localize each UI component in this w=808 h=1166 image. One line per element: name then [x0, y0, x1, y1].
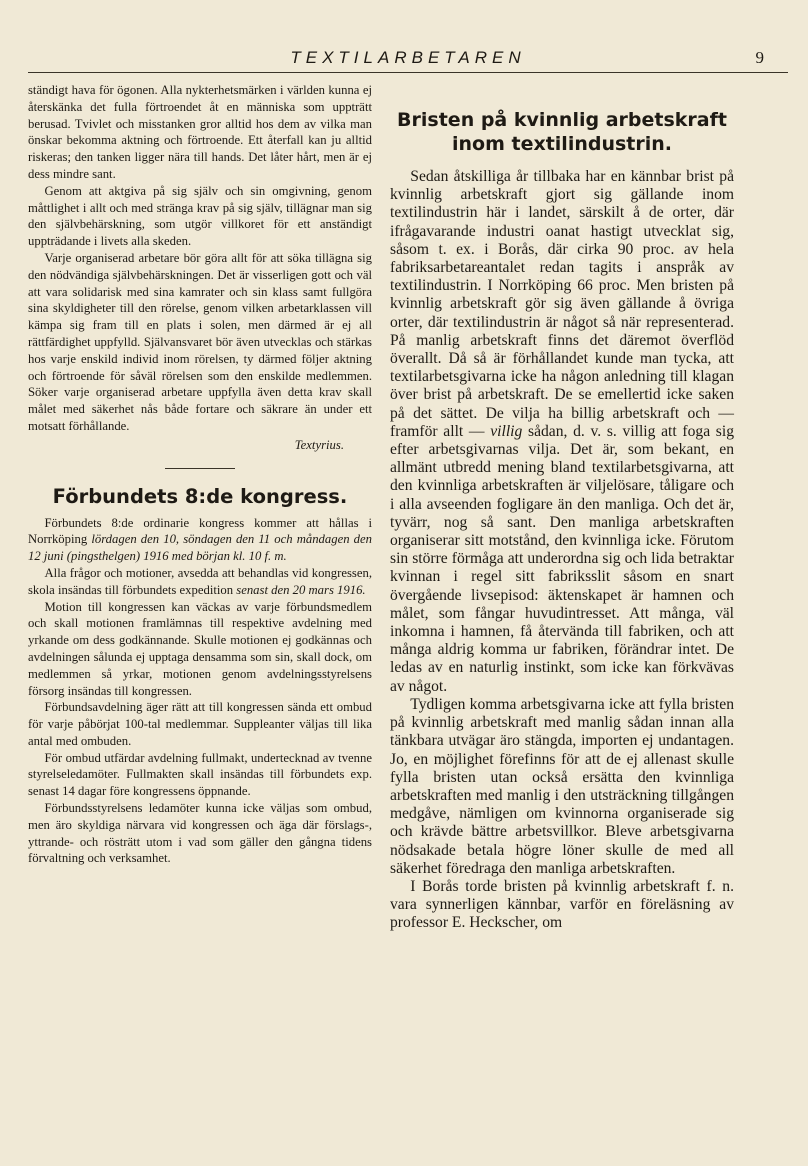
left-column [28, 82, 372, 867]
paragraph-text: sådan, d. v. s. villig att foga sig efter arbetsgivarnas vilja. Det är, som bekant, en allmänt utbredd mening bland textilarbetsgivarna, att den kvinnliga arbetskraften är viljelösare, tåligare och i alla avseenden fogligare än den manliga. Och det är, tyvärr, nog så sant. Den manliga arbetskraften organiserar sitt motstånd, den kvinnliga icke. Förutom sin större förmåga att underordna sig och lida betraktar kvinnan i regel sitt fabriksslit såsom en snart övergående livsepisod: äktenskapet är hamnen och målet, som fångar huvudintresset. Att många, väl inkomna i hamnen, få återvända till fabriken, och att många aldrig komma ur fabriken, förändrar intet. De ledas av en naturlig instinkt, som icke kan förkvävas av något. [390, 422, 735, 695]
paragraph-text: Alla frågor och motioner, avsedda att behandlas vid kongressen, skola insändas till förbundets expedition [28, 565, 372, 597]
paragraph: I Borås torde bristen på kvinnlig arbetskraft f. n. vara synnerligen kännbar, varför en föreläsning av professor E. Heckscher, om [390, 877, 734, 932]
paragraph-text: Sedan åtskilliga år tillbaka har en kännbar brist på kvinnlig arbetskraft gjort sig gällande inom textilindustrin här i landet, särskilt å de orter, där ifrågavarande industri oanat hastigt utvecklat sig, såsom t. ex. i Borås, där cirka 90 proc. av hela fabriksarbetareantalet redan tagits i anspråk av textilindustrin. I Norrköping 66 proc. Men bristen på kvinnlig arbetskraft gör sig även gällande å övriga orter, där textilindustrin är något så när representerad. På manlig arbetskraft finns det däremot överflöd överallt. Då så är förhållandet kunde man tycka, att textilarbetsgivarna icke ha någon anledning till klagan över brist på arbetskraft. De se emellertid icke saken på det sättet. De vilja ha billig arbetskraft och — framför allt — [390, 168, 734, 440]
page-number: 9 [755, 48, 764, 67]
paragraph: Tydligen komma arbetsgivarna icke att fylla bristen på kvinnlig arbetskraft med manlig sådan innan alla tänkbara utvägar äro stängda, importen ej undantagen. Jo, en möjlighet förefinns för att de ej allenast skulle fylla bristen utan också ersätta den kvinnliga arbetskraften med manlig i den utsträckning tillgången medgåve, nämligen om kvinnorna organiserade sig och krävde bättre arbetsvillkor. Bleve arbetsgivarna nödsakade betala högre löner skulle de med all säkerhet föredraga den manliga arbetskraften. [390, 695, 734, 877]
paragraph [28, 515, 372, 565]
deadline-date: senast den 20 mars 1916. [236, 582, 366, 597]
section-divider [165, 468, 235, 469]
running-title: TEXTILARBETAREN [290, 48, 526, 67]
paragraph: Varje organiserad arbetare bör göra allt för att söka tillägna sig den nödvändiga självbehärskningen. Det är visserligen gott och väl att vara solidarisk med sina kamrater och sin klass samt fullgöra sina skyldigheter till den rörelse, genom vilken arbetarklassen vill kämpa sig fram till en plats i solen, men därmed är ej all rättfärdighet uppfylld. Självansvaret bör även utvecklas och stärkas hos varje enskild individ inom rörelsen, ty därmed följer aktning och förtroende för såväl rörelsen som den enskilde medlemmen. Söker varje organiserad arbetare uppfylla även detta krav skall målet med säkerhet nås både fortare och säkrare än under ett motsatt förhållande. [28, 250, 372, 433]
paragraph: ständigt hava för ögonen. Alla nykterhetsmärken i världen kunna ej återskänka det fulla förtroendet åt en människa som uppträtt berusad. Tvivlet och misstanken gror alltid hos dem av vilka man önskar bekomma aktning och förtroende. Ett återfall kan ju alltid riskeras; den tanken ligger nära till hands. Det låter hårt, men är ej dess mindre sant. [28, 83, 372, 181]
paragraph: Förbundsstyrelsens ledamöter kunna icke väljas som ombud, men äro skyldiga närvara vid kongressen och äga där förslags-, yttrande- och rösträtt utom i vad som gäller den gångna tidens förvaltning och verksamhet. [28, 801, 372, 866]
paragraph: Genom att aktgiva på sig själv och sin omgivning, genom måttlighet i allt och med stränga krav på sig själv, tillägnar man sig den självbehärskning, som utgör villkoret för ett anständigt uppträdande i livets alla skeden. [28, 183, 372, 249]
article-heading-kongress: Förbundets 8:de kongress. [52, 484, 348, 508]
paragraph [28, 565, 372, 599]
meeting-dates: lördagen den 10, söndagen den 11 och måndagen den 12 juni (pingsthelgen) 1916 med början kl. 10 f. m. [28, 532, 372, 564]
page-header [28, 46, 788, 73]
author-signature: Textyrius. [294, 437, 344, 452]
emphasis-villig: villig [490, 422, 523, 440]
right-column [390, 108, 734, 933]
paragraph: Förbundsavdelning äger rätt att till kongressen sända ett ombud för varje påbörjat 100-tal medlemmar. Suppleanter väljas till lika antal med ombuden. [28, 700, 372, 748]
paragraph: Motion till kongressen kan väckas av varje förbundsmedlem och skall motionen framlämnas till respektive avdelning med yrkande om dess godkännande. Skulle motionen ej godkännas och avdelningen sålunda ej upptaga densamma som sin, skall dock, om medlemmen så yrkar, motionen genom avdelningsstyrelsens försorg insändas till kongressen. [28, 599, 372, 698]
article-heading-bristen: Bristen på kvinnlig arbetskraft inom textilindustrin. [397, 109, 727, 155]
paragraph-text: Förbundets 8:de ordinarie kongress kommer att hållas i Norrköping [28, 515, 372, 547]
paragraph: För ombud utfärdar avdelning fullmakt, undertecknad av tvenne styrelseledamöter. Fullmakten skall insändas till förbundets exp. senast 14 dagar före kongressens öppnande. [28, 750, 372, 799]
paragraph [390, 168, 734, 696]
